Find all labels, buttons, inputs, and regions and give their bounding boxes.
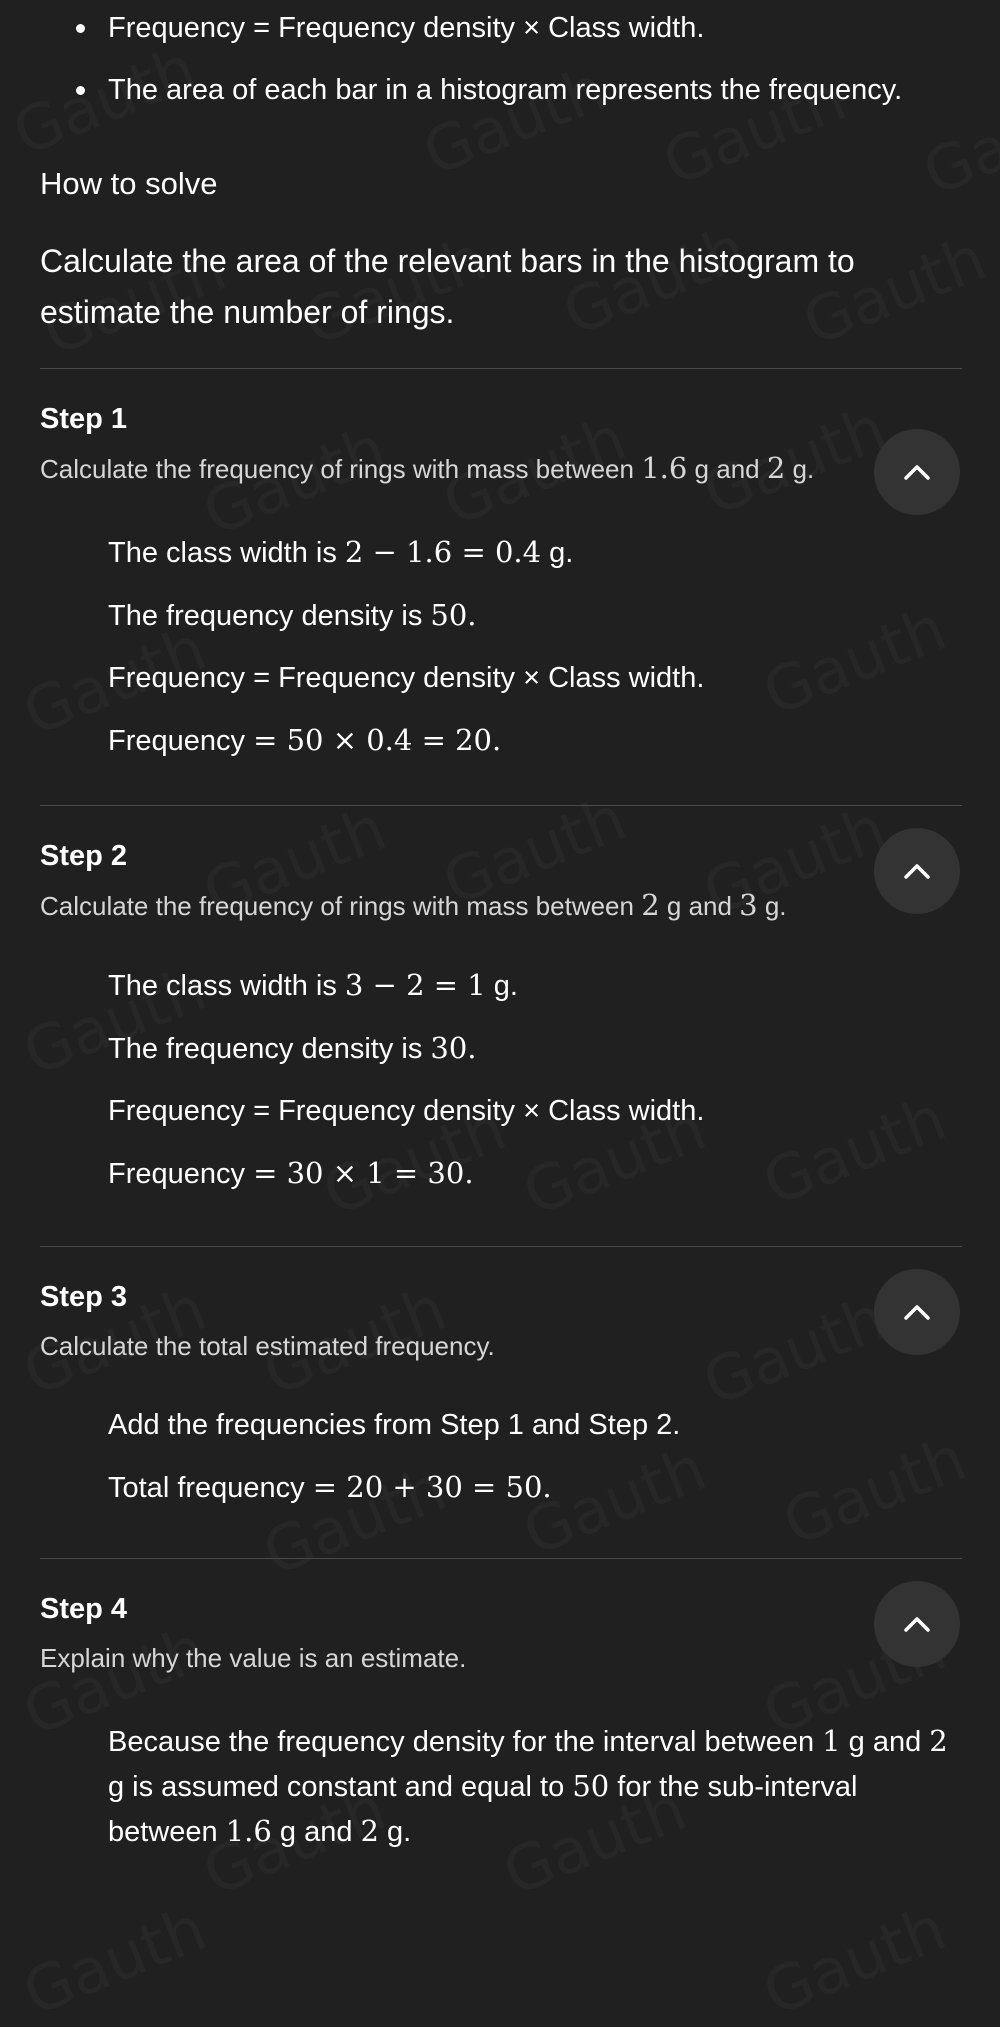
line-text: The frequency density is	[108, 600, 431, 632]
collapse-toggle-button[interactable]	[874, 828, 960, 914]
line-text: Frequency = Frequency density × Class width.	[108, 1095, 705, 1127]
line-math: 30.	[430, 1031, 477, 1065]
answer-math: 2	[929, 1724, 948, 1758]
answer-text: for the sub-interval between	[108, 1771, 858, 1848]
key-facts-list	[40, 4, 960, 114]
line-text: Total frequency	[108, 1472, 313, 1504]
step-title: Step 4	[40, 1593, 128, 1625]
how-to-solve-heading: How to solve	[40, 166, 218, 201]
step-line	[108, 1028, 960, 1069]
key-fact-item	[40, 66, 960, 114]
step-title: Step 2	[40, 840, 128, 872]
desc-text: g.	[785, 454, 815, 484]
line-text: The class width is	[108, 970, 345, 1002]
step-line	[108, 1153, 960, 1194]
collapse-toggle-button[interactable]	[874, 1581, 960, 1667]
step-answer	[40, 1719, 968, 1854]
step-body	[40, 532, 960, 761]
line-math: = 50 × 0.4 = 20.	[253, 723, 502, 757]
chevron-up-icon	[903, 862, 931, 880]
step-line	[108, 532, 960, 573]
key-fact-text: Frequency = Frequency density × Class width.	[108, 12, 705, 44]
step-line	[108, 595, 960, 636]
line-math: = 20 + 30 = 50.	[312, 1470, 552, 1504]
collapse-toggle-button[interactable]	[874, 429, 960, 515]
step-header	[40, 1589, 960, 1677]
line-text: The class width is	[108, 537, 345, 569]
divider	[40, 1558, 962, 1559]
line-math: 2 − 1.6 = 0.4	[344, 535, 542, 569]
step-line	[108, 720, 960, 761]
step-3	[40, 1277, 960, 1508]
step-description	[40, 449, 860, 488]
key-fact-item	[40, 4, 960, 52]
answer-text: g and	[271, 1816, 361, 1848]
answer-math: 1	[822, 1724, 841, 1758]
chevron-up-icon	[903, 1615, 931, 1633]
line-text: Frequency	[108, 1158, 254, 1190]
step-line	[108, 1091, 960, 1131]
collapse-toggle-button[interactable]	[874, 1269, 960, 1355]
step-2	[40, 836, 960, 1194]
desc-text: Calculate the frequency of rings with mass between	[40, 891, 642, 921]
line-text: The frequency density is	[108, 1033, 431, 1065]
step-title: Step 3	[40, 1281, 128, 1313]
step-header	[40, 399, 960, 488]
step-4	[40, 1589, 960, 1854]
answer-math: 2	[360, 1814, 379, 1848]
desc-math: 3	[739, 888, 758, 922]
watermark	[13, 1891, 216, 2027]
step-line	[108, 1467, 960, 1508]
desc-math: 2	[641, 888, 660, 922]
line-text: g.	[485, 970, 518, 1002]
step-description	[40, 886, 860, 925]
step-description: Calculate the total estimated frequency.	[40, 1331, 495, 1361]
watermark	[753, 1891, 956, 2027]
step-description: Explain why the value is an estimate.	[40, 1643, 467, 1673]
answer-text: g.	[378, 1816, 412, 1848]
chevron-up-icon	[903, 1303, 931, 1321]
desc-text: g and	[687, 454, 767, 484]
line-math: 3 − 2 = 1	[344, 968, 486, 1002]
desc-text: g and	[659, 891, 740, 921]
how-to-solve-text: Calculate the area of the relevant bars in the histogram to estimate the number of rings.	[40, 243, 855, 330]
divider	[40, 805, 962, 806]
divider	[40, 1246, 962, 1247]
answer-text: g and	[840, 1726, 930, 1758]
step-1	[40, 399, 960, 761]
step-header	[40, 836, 960, 925]
line-math: = 30 × 1 = 30.	[253, 1156, 474, 1190]
line-text: g.	[541, 537, 574, 569]
step-line	[108, 1405, 960, 1445]
step-line	[108, 965, 960, 1006]
answer-math: 50	[572, 1769, 610, 1803]
solution-content	[0, 4, 1000, 1854]
divider	[40, 368, 962, 369]
step-body	[40, 1405, 960, 1508]
step-title: Step 1	[40, 403, 128, 435]
desc-text: Calculate the frequency of rings with mass between	[40, 454, 642, 484]
desc-text: g.	[757, 891, 787, 921]
line-text: Add the frequencies from Step 1 and Step 2.	[108, 1409, 681, 1441]
desc-math: 2	[766, 451, 786, 485]
step-header	[40, 1277, 960, 1365]
line-text: Frequency	[108, 725, 254, 757]
chevron-up-icon	[903, 463, 931, 481]
line-math: 50.	[430, 598, 477, 632]
step-body	[40, 965, 960, 1194]
answer-text: Because the frequency density for the interval between	[108, 1726, 823, 1758]
step-line	[108, 658, 960, 698]
answer-math: 1.6	[225, 1814, 272, 1848]
line-text: Frequency = Frequency density × Class width.	[108, 662, 705, 694]
desc-math: 1.6	[641, 451, 688, 485]
answer-text: g is assumed constant and equal to	[108, 1771, 573, 1803]
key-fact-text: The area of each bar in a histogram represents the frequency.	[108, 74, 903, 106]
